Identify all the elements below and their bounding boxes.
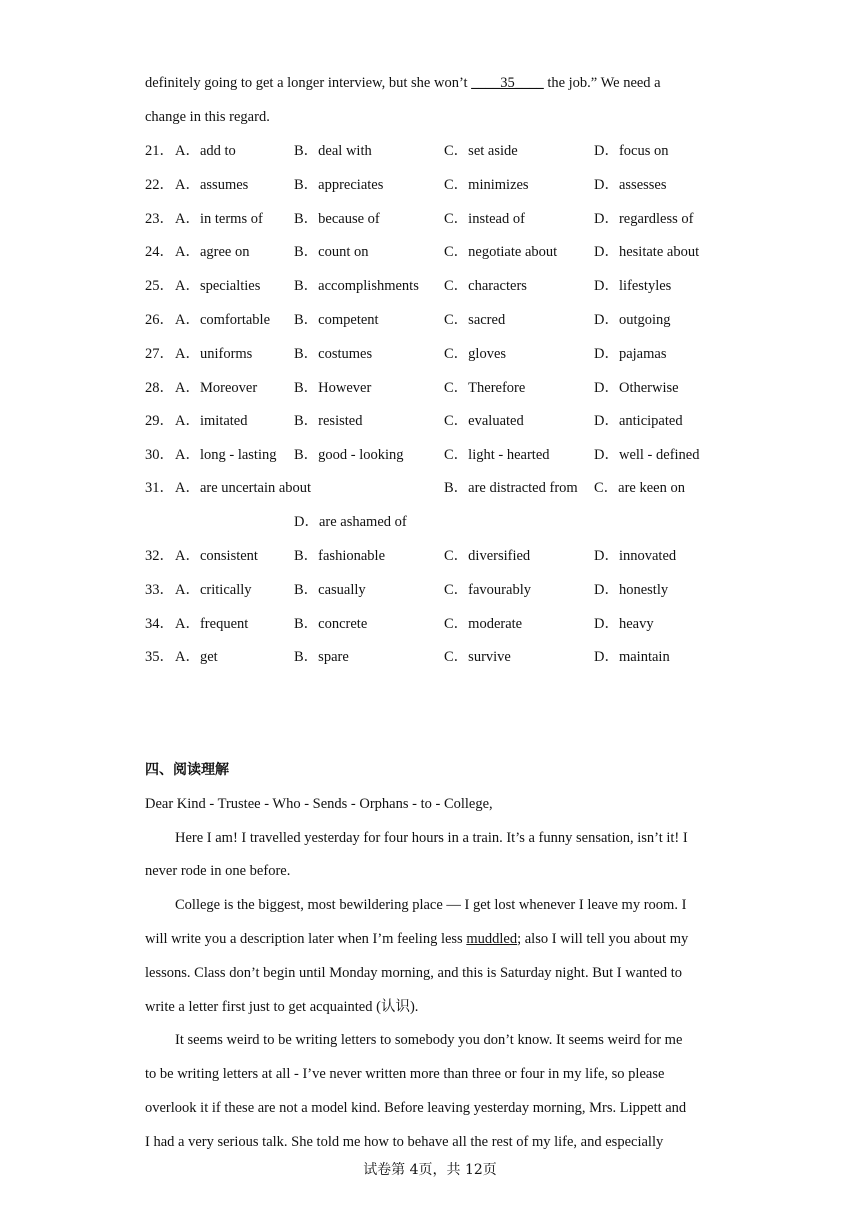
option-d[interactable]: D．honestly: [594, 581, 669, 598]
letter-line: write a letter first just to get acquainted (认识).: [145, 999, 419, 1015]
text-segment: the job.” We need a: [543, 75, 661, 91]
blank-35: ____35____: [471, 75, 544, 91]
option-b[interactable]: B．because of: [294, 210, 380, 227]
text-segment: definitely going to get a longer interview, but she won’t: [145, 75, 472, 91]
letter-greeting: Dear Kind - Trustee - Who - Sends - Orphans - to - College,: [145, 796, 493, 812]
question-number: 27．: [145, 345, 174, 362]
option-b[interactable]: B．costumes: [294, 345, 373, 362]
option-b[interactable]: B．appreciates: [294, 176, 384, 193]
option-d[interactable]: D．hesitate about: [594, 244, 700, 261]
option-a[interactable]: A．get: [175, 649, 218, 666]
option-b[interactable]: B．are distracted from: [444, 480, 578, 496]
option-a[interactable]: A．assumes: [175, 176, 249, 193]
option-b[interactable]: B．resisted: [294, 413, 363, 430]
option-a[interactable]: A．in terms of: [175, 210, 263, 227]
letter-line: lessons. Class don’t begin until Monday morning, and this is Saturday night. But I wanted to: [145, 965, 683, 981]
option-c[interactable]: C．light - hearted: [444, 447, 550, 464]
option-d[interactable]: D．focus on: [594, 143, 669, 159]
option-a[interactable]: A．critically: [175, 581, 252, 598]
option-c[interactable]: C．evaluated: [444, 413, 524, 430]
letter-line: [145, 929, 688, 949]
option-d[interactable]: D．heavy: [594, 615, 654, 632]
question-number: 31．: [145, 480, 174, 496]
option-d[interactable]: D．well - defined: [594, 447, 700, 464]
option-c[interactable]: C．negotiate about: [444, 244, 558, 261]
option-d[interactable]: D．outgoing: [594, 312, 671, 328]
question-number: 28．: [145, 379, 174, 396]
option-b[interactable]: B．concrete: [294, 615, 368, 632]
question-number: 21．: [145, 143, 174, 159]
option-a[interactable]: A．long - lasting: [175, 447, 277, 464]
letter-line: I had a very serious talk. She told me how to behave all the rest of my life, and especially: [145, 1134, 664, 1150]
option-d[interactable]: D．anticipated: [594, 413, 683, 430]
text-segment: ; also I will tell you about my: [517, 931, 689, 947]
option-c[interactable]: C．characters: [444, 278, 527, 295]
option-b[interactable]: B．count on: [294, 244, 369, 261]
question-number: 24．: [145, 244, 174, 261]
question-number: 33．: [145, 581, 174, 598]
question-number: 23．: [145, 210, 174, 227]
option-c[interactable]: C．moderate: [444, 615, 523, 632]
option-b[interactable]: B．good - looking: [294, 447, 404, 464]
section-title: 四、阅读理解: [145, 762, 229, 778]
page-footer: 试卷第 4页，共 12页: [363, 1162, 497, 1178]
option-c[interactable]: C．minimizes: [444, 176, 529, 193]
option-c[interactable]: C．favourably: [444, 581, 531, 598]
option-c[interactable]: C．sacred: [444, 312, 506, 328]
passage-line-2: change in this regard.: [145, 109, 270, 125]
option-d[interactable]: D．regardless of: [594, 210, 694, 227]
option-b[interactable]: B．spare: [294, 649, 349, 666]
option-a[interactable]: A．add to: [175, 143, 236, 159]
underlined-word: muddled: [466, 931, 518, 947]
question-number: 32．: [145, 548, 174, 564]
option-b[interactable]: B．deal with: [294, 143, 372, 159]
text-segment: will write you a description later when I’m feeling less: [145, 931, 467, 947]
letter-line: never rode in one before.: [145, 863, 291, 879]
passage-line-1: [145, 73, 661, 93]
option-a[interactable]: A．Moreover: [175, 379, 258, 396]
option-d[interactable]: D．Otherwise: [594, 379, 679, 396]
letter-line: overlook it if these are not a model kind. Before leaving yesterday morning, Mrs. Lippett and: [145, 1100, 687, 1116]
option-c[interactable]: C．set aside: [444, 143, 518, 159]
option-d[interactable]: D．are ashamed of: [294, 514, 407, 530]
letter-line: It seems weird to be writing letters to somebody you don’t know. It seems weird for me: [175, 1032, 683, 1048]
option-c[interactable]: C．survive: [444, 649, 511, 666]
option-d[interactable]: D．assesses: [594, 176, 667, 193]
option-d[interactable]: D．maintain: [594, 649, 670, 666]
option-b[interactable]: B．accomplishments: [294, 278, 419, 295]
option-b[interactable]: B．casually: [294, 581, 366, 598]
question-number: 35．: [145, 649, 174, 666]
option-d[interactable]: D．pajamas: [594, 345, 667, 362]
option-a[interactable]: A．frequent: [175, 615, 249, 632]
letter-line: College is the biggest, most bewildering place — I get lost whenever I leave my room. I: [175, 897, 687, 913]
option-a[interactable]: A．specialties: [175, 278, 261, 295]
option-d[interactable]: D．innovated: [594, 548, 677, 564]
option-a[interactable]: A．comfortable: [175, 312, 271, 328]
option-b[interactable]: B．However: [294, 379, 372, 396]
option-a[interactable]: A．imitated: [175, 413, 248, 430]
option-a[interactable]: A．are uncertain about: [175, 480, 312, 496]
question-number: 30．: [145, 447, 174, 464]
question-number: 22．: [145, 176, 174, 193]
letter-line: Here I am! I travelled yesterday for four hours in a train. It’s a funny sensation, isn’t it! I: [175, 830, 688, 846]
option-c[interactable]: C．Therefore: [444, 379, 526, 396]
option-d[interactable]: D．lifestyles: [594, 278, 672, 295]
option-a[interactable]: A．agree on: [175, 244, 250, 261]
option-c[interactable]: C．gloves: [444, 345, 507, 362]
letter-line: to be writing letters at all - I’ve never written more than three or four in my life, so please: [145, 1066, 665, 1082]
option-c[interactable]: C．diversified: [444, 548, 531, 564]
option-b[interactable]: B．competent: [294, 312, 379, 328]
question-number: 29．: [145, 413, 174, 430]
question-number: 25．: [145, 278, 174, 295]
question-number: 34．: [145, 615, 174, 632]
option-a[interactable]: A．uniforms: [175, 345, 253, 362]
option-a[interactable]: A．consistent: [175, 548, 258, 564]
question-number: 26．: [145, 312, 174, 328]
option-b[interactable]: B．fashionable: [294, 548, 386, 564]
option-c[interactable]: C．instead of: [444, 210, 525, 227]
option-c[interactable]: C．are keen on: [594, 480, 685, 496]
